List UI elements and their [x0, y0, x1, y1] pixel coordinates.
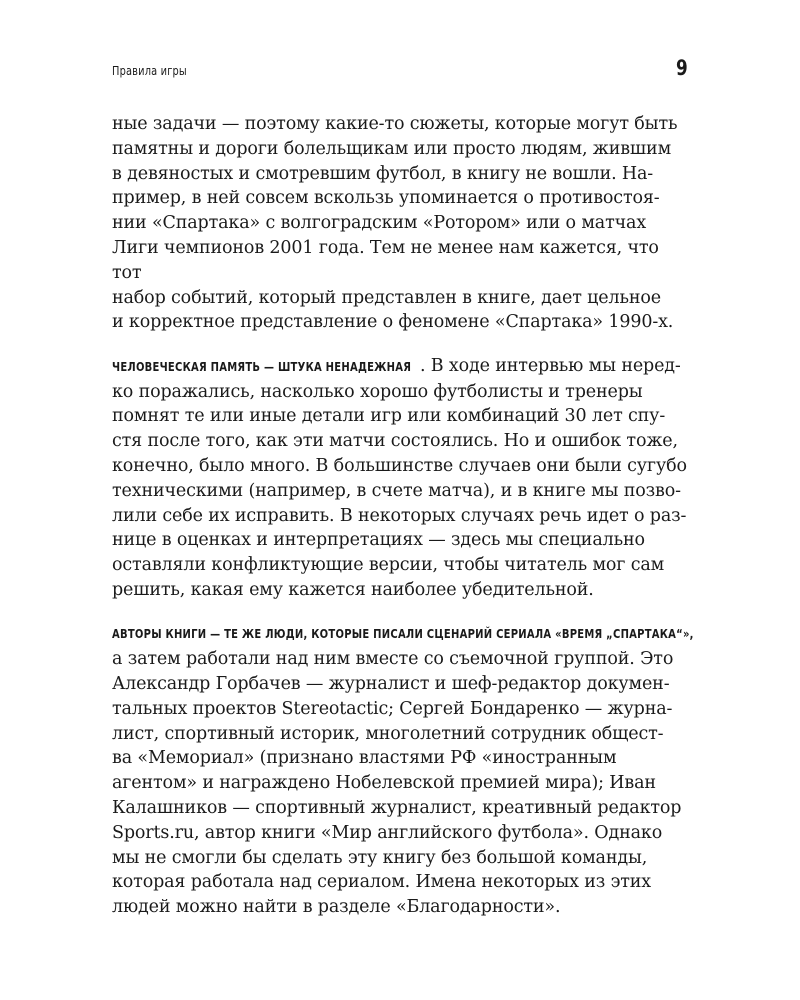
text-line: ные задачи — поэтому какие-то сюжеты, которые могут быть	[112, 114, 678, 134]
paragraph-lead-in: ЧЕЛОВЕЧЕСКАЯ ПАМЯТЬ — ШТУКА НЕНАДЕЖНАЯ	[112, 358, 412, 374]
text-line: ко поражались, насколько хорошо футболисты и тренеры	[112, 381, 643, 402]
paragraph-3	[112, 621, 692, 920]
text-line: тальных проектов Stereotactic; Сергей Бондаренко — журна-	[112, 698, 673, 719]
text-line: решить, какая ему кажется наиболее убедительной.	[112, 579, 594, 600]
text-line: людей можно найти в разделе «Благодарности».	[112, 897, 561, 918]
text-line: ва «Мемориал» (признано властями РФ «иностранным	[112, 748, 617, 769]
text-line: агентом» и награждено Нобелевской премией мира); Иван	[112, 773, 656, 794]
body-text	[112, 112, 692, 920]
text-line: набор событий, который представлен в книге, дает цельное	[112, 287, 661, 308]
text-line: мы не смогли бы сделать эту книгу без большой команды,	[112, 847, 648, 868]
text-line: лист, спортивный историк, многолетний сотрудник общест-	[112, 723, 664, 744]
lead-continuation: . В ходе интервью мы неред-	[419, 355, 681, 376]
text-line: нице в оценках и интерпретациях — здесь мы специально	[112, 530, 645, 551]
text-line: Александр Горбачев — журналист и шеф-редактор докумен-	[112, 673, 670, 694]
paragraph-2	[112, 354, 692, 603]
text-line: оставляли конфликтующие версии, чтобы читатель мог сам	[112, 555, 665, 576]
text-line: лили себе их исправить. В некоторых случаях речь идет о раз-	[112, 505, 687, 526]
text-line: техническими (например, в счете матча), и в книге мы позво-	[112, 480, 681, 501]
paragraph-lead-in: АВТОРЫ КНИГИ — ТЕ ЖЕ ЛЮДИ, КОТОРЫЕ ПИСАЛИ СЦЕНАРИЙ СЕРИАЛА «ВРЕМЯ „СПАРТАКА“»,	[112, 626, 694, 642]
text-line: Лиги чемпионов 2001 года. Тем не менее нам кажется, что тот	[112, 237, 659, 283]
text-line: памятны и дороги болельщикам или просто людям, жившим	[112, 138, 672, 159]
paragraph-1	[112, 112, 692, 335]
running-head-title: Правила игры	[112, 64, 187, 78]
text-line: Калашников — спортивный журналист, креативный редактор	[112, 797, 682, 818]
text-line: в девяностых и смотревшим футбол, в книгу не вошли. На-	[112, 163, 654, 184]
text-line: помнят те или иные детали игр или комбинаций 30 лет спу-	[112, 406, 666, 427]
text-line: которая работала над сериалом. Имена некоторых из этих	[112, 872, 651, 893]
text-line: а затем работали над ним вместе со съемочной группой. Это	[112, 649, 674, 670]
text-line	[112, 621, 692, 647]
text-line: стя после того, как эти матчи состоялись. Но и ошибок тоже,	[112, 431, 678, 452]
text-line	[112, 354, 692, 380]
text-line: конечно, было много. В большинстве случаев они были сугубо	[112, 455, 687, 476]
text-line: и корректное представление о феномене «Спартака» 1990-х.	[112, 312, 674, 333]
text-line: пример, в ней совсем вскользь упоминается о противостоя-	[112, 188, 660, 209]
page-number: 9	[676, 56, 688, 80]
text-line: нии «Спартака» с волгоградским «Ротором» или о матчах	[112, 213, 647, 234]
text-line: Sports.ru, автор книги «Мир английского футбола». Однако	[112, 822, 663, 843]
